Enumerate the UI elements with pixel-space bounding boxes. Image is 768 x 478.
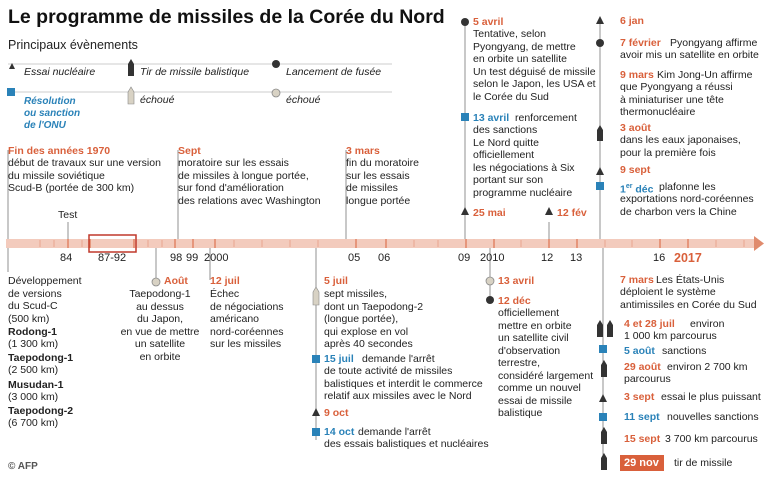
tae1-name: Taepodong-1	[8, 352, 74, 364]
jul2000-text: Échec de négociations américano nord-coréennes sur les missiles	[210, 288, 284, 350]
dec1-text2: exportations nord-coréennes de charbon vers la Chine	[620, 193, 754, 218]
mar9-date: 9 mars	[620, 69, 654, 81]
jul15-date: 15 juil	[324, 353, 354, 365]
dec1-day: 1	[620, 183, 626, 196]
tae2-name: Taepodong-2	[8, 405, 74, 417]
dec2012-text: officiellement mettre en orbite un satellite civil d'observation terrestre, considéré largement comme un nouvel essai de missile balistique	[498, 307, 594, 419]
tae1-range: (2 500 km)	[8, 364, 59, 376]
apr2009-date: 5 avril	[473, 16, 504, 28]
ballistic-missile-icon	[601, 360, 607, 377]
jul2000-date: 12 juil	[210, 275, 240, 287]
aug3-text: dans les eaux japonaises, pour la première fois	[620, 134, 741, 159]
jul15-text1: demande l'arrêt	[362, 353, 435, 365]
page-title: Le programme de missiles de la Corée du Nord	[8, 6, 445, 28]
oct14-text1: demande l'arrêt	[358, 426, 431, 438]
musu-name: Musudan-1	[8, 379, 64, 391]
nov29-text: tir de missile	[674, 457, 733, 469]
oct9-date: 9 oct	[324, 407, 349, 419]
tick-09: 09	[458, 252, 471, 264]
mar9-text2: que Pyongyang a réussi à miniaturiser une tête thermonucléaire	[620, 81, 733, 118]
ballistic-missile-icon	[607, 320, 613, 337]
legend-failed-missile: échoué	[140, 94, 175, 106]
event-1999-date: Sept	[178, 145, 201, 157]
dec2012-date: 12 déc	[498, 295, 531, 307]
feb7-text1: Pyongyang affirme	[670, 37, 758, 49]
mar7-text2: déploient le système antimissiles en Corée du Sud	[620, 286, 757, 311]
oct14-date: 14 oct	[324, 426, 355, 438]
feb7-date: 7 février	[620, 37, 661, 49]
rocket-launch-icon	[486, 296, 494, 304]
mar9-text1: Kim Jong-Un affirme	[657, 69, 753, 81]
tick-13: 13	[570, 252, 583, 264]
musu-range: (3 000 km)	[8, 391, 59, 403]
event-1970-text: début de travaux sur une version du missile soviétique Scud-B (portée de 300 km)	[8, 157, 161, 194]
legend-ballistic: Tir de missile balistique	[140, 66, 250, 78]
test-label: Test	[58, 209, 78, 221]
sep11-date: 11 sept	[624, 411, 660, 423]
jul4-date: 4 et 28 juil	[624, 318, 675, 330]
event-1999-text: moratoire sur les essais de missiles à longue portée, sur fond d'amélioration des relations avec Washington	[178, 157, 321, 207]
tick-12: 12	[541, 252, 554, 264]
nuclear-test-icon	[596, 167, 604, 175]
failed-missile-icon	[313, 287, 319, 305]
sep3-text: essai le plus puissant	[661, 391, 761, 403]
apr2012-date: 13 avril	[498, 275, 535, 287]
apr13-text1: renforcement	[515, 112, 577, 124]
jul4-text1: environ	[690, 318, 725, 330]
legend-rocket: Lancement de fusée	[286, 66, 382, 78]
failed-rocket-icon	[152, 278, 160, 286]
tae2-range: (6 700 km)	[8, 417, 59, 429]
jan6-date: 6 jan	[620, 15, 644, 27]
jul2006-date: 5 juil	[324, 275, 348, 287]
subtitle: Principaux évènements	[8, 38, 138, 52]
un-resolution-icon	[599, 413, 607, 421]
event-2005-text: fin du moratoire sur les essais de missiles longue portée	[346, 157, 419, 207]
nov29-date: 29 nov	[624, 457, 659, 469]
failed-rocket-icon	[486, 277, 494, 285]
legend-nuclear: Essai nucléaire	[24, 66, 96, 78]
rodong-range: (1 300 km)	[8, 338, 59, 350]
nuclear-test-icon	[596, 16, 604, 24]
un-resolution-icon	[312, 355, 320, 363]
ballistic-missile-icon	[601, 427, 607, 444]
rocket-launch-icon	[272, 60, 280, 68]
ballistic-missile-icon	[601, 453, 607, 470]
rodong-name: Rodong-1	[8, 326, 57, 338]
jul2006-text: sept missiles, dont un Taepodong-2 (longue portée), qui explose en vol après 40 secondes	[324, 288, 424, 350]
tick-05: 05	[348, 252, 361, 264]
feb12-date: 12 fév	[557, 207, 587, 219]
mar7-text1: Les États-Unis	[656, 274, 725, 286]
un-resolution-icon	[461, 113, 469, 121]
tick-16: 16	[653, 252, 666, 264]
legend-un: Résolution ou sanction de l'ONU	[24, 96, 81, 131]
un-resolution-icon	[599, 345, 607, 353]
tick-2010: 2010	[480, 252, 505, 264]
afp-credit: © AFP	[8, 461, 38, 472]
timeline-axis	[6, 239, 756, 248]
dev-text: Développement de versions du Scud-C (500 km)	[8, 275, 82, 325]
aug5-date: 5 août	[624, 345, 655, 357]
jul4-text2: 1 000 km parcourus	[624, 330, 717, 342]
aug5-text: sanctions	[662, 345, 707, 357]
sep15-date: 15 sept	[624, 433, 661, 445]
aug29-date: 29 août	[624, 361, 661, 373]
aug3-date: 3 août	[620, 122, 651, 134]
aout98-text: Taepodong-1 au dessus du Japon, en vue de mettre un satellite en orbite	[120, 288, 200, 363]
apr13-date: 13 avril	[473, 112, 510, 124]
aout98-date: Août	[164, 275, 188, 287]
un-resolution-icon	[7, 88, 15, 96]
tick-2017: 2017	[674, 251, 702, 265]
un-resolution-icon	[312, 428, 320, 436]
nuclear-test-icon	[312, 408, 320, 416]
sep11-text: nouvelles sanctions	[667, 411, 759, 423]
nuclear-test-icon	[599, 394, 607, 402]
tick-98: 98	[170, 252, 183, 264]
sep3-date: 3 sept	[624, 391, 655, 403]
tick-2000: 2000	[204, 252, 229, 264]
tick-99: 99	[186, 252, 199, 264]
event-2005-date: 3 mars	[346, 145, 380, 157]
dec1-suffix: déc	[632, 183, 654, 196]
aug29-text1: environ 2 700 km	[667, 361, 748, 373]
nuclear-test-icon	[545, 207, 553, 215]
nuclear-test-icon	[461, 207, 469, 215]
rocket-launch-icon	[596, 39, 604, 47]
tick-87-92: 87-92	[98, 252, 127, 264]
ballistic-missile-icon	[128, 59, 134, 76]
apr13-text2: des sanctions Le Nord quitte officiellement les négociations à Six portant sur son programme nucléaire	[473, 124, 575, 199]
ballistic-missile-icon	[597, 125, 603, 141]
tick-06: 06	[378, 252, 391, 264]
jul15-text2: de toute activité de missiles balistiques et interdit le commerce relatif aux missiles avec le Nord	[324, 365, 483, 402]
event-1970-date: Fin des années 1970	[8, 145, 111, 157]
aug29-text2: parcourus	[624, 373, 671, 385]
tick-84: 84	[60, 252, 73, 264]
mar7-date: 7 mars	[620, 274, 654, 286]
dec1-sup: er	[625, 183, 633, 190]
dec1-text1: plafonne les	[659, 181, 716, 193]
sep9-date: 9 sept	[620, 164, 651, 176]
failed-missile-icon	[128, 87, 134, 104]
may25-date: 25 mai	[473, 207, 506, 219]
apr2009-text: Tentative, selon Pyongyang, de mettre en orbite un satellite Un test déguisé de missile selon le Japon, les USA et le Corée du Sud	[473, 28, 596, 103]
rocket-launch-icon	[461, 18, 469, 26]
ballistic-missile-icon	[597, 320, 603, 337]
failed-rocket-icon	[272, 89, 280, 97]
un-resolution-icon	[596, 182, 604, 190]
feb7-text2: avoir mis un satellite en orbite	[620, 49, 759, 61]
legend-failed-rocket: échoué	[286, 94, 321, 106]
oct14-text2: des essais balistiques et nucléaires	[324, 438, 489, 450]
sep15-text: 3 700 km parcourus	[665, 433, 758, 445]
